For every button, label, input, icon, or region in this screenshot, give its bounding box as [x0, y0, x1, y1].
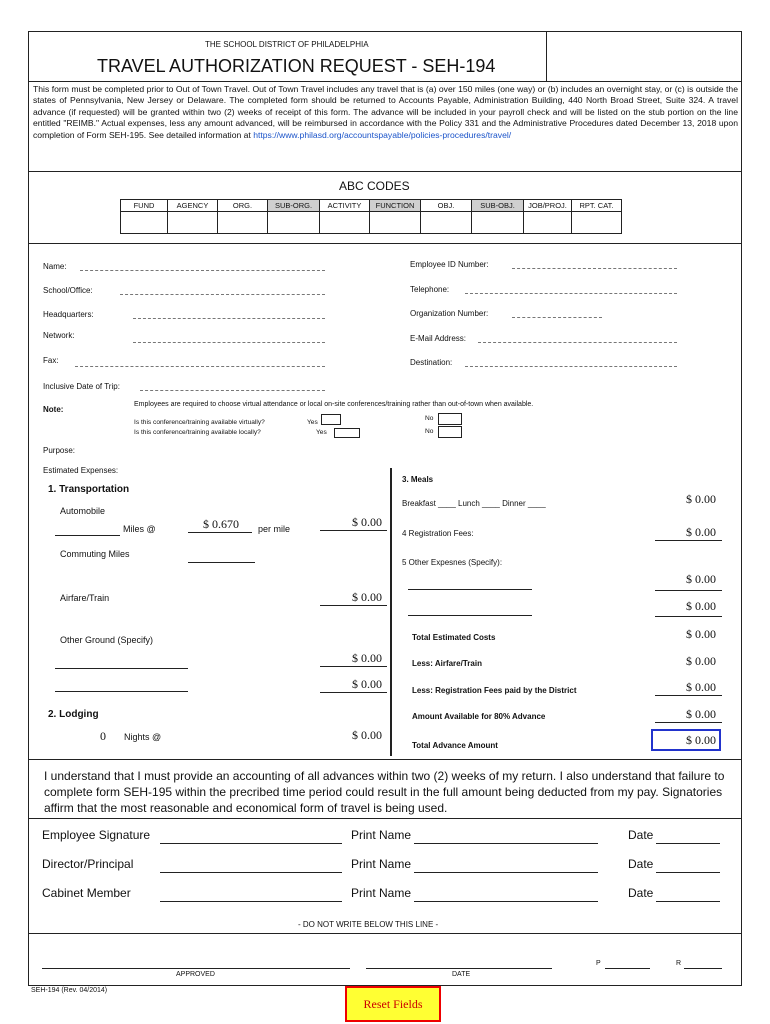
local-yes-label: Yes	[316, 429, 327, 436]
cabinet-signature-label: Cabinet Member	[42, 886, 131, 900]
purpose-label: Purpose:	[43, 446, 76, 455]
org-number-label: Organization Number:	[410, 309, 489, 318]
virtual-no-label: No	[425, 415, 434, 422]
abc-codes-title: ABC CODES	[339, 179, 410, 193]
meals-heading: 3. Meals	[402, 475, 434, 484]
abc-input-fund[interactable]	[121, 212, 168, 234]
signature-top-rule	[28, 818, 742, 819]
abc-col-fund: FUND	[121, 200, 168, 212]
expense-rule	[28, 759, 742, 760]
org-number-field[interactable]	[512, 317, 602, 318]
director-signature-label: Director/Principal	[42, 857, 134, 871]
lodging-amount: $ 0.00	[352, 728, 382, 742]
approved-label: APPROVED	[176, 971, 215, 978]
form-title: TRAVEL AUTHORIZATION REQUEST - SEH-194	[97, 56, 496, 76]
per-mile-label: per mile	[258, 524, 291, 534]
director-signature-field[interactable]	[160, 872, 342, 873]
mileage-rate: $ 0.670	[203, 517, 239, 531]
virtual-yes-checkbox[interactable]	[321, 414, 341, 425]
other-expense-amount-1: $ 0.00	[686, 572, 716, 586]
airfare-label: Airfare/Train	[60, 593, 110, 603]
network-field[interactable]	[133, 342, 325, 343]
automobile-amount-line	[320, 530, 387, 531]
virtual-question: Is this conference/training available virtually?	[134, 419, 265, 426]
other-ground-amount-line-2[interactable]	[320, 692, 387, 693]
local-no-label: No	[425, 428, 434, 435]
airfare-amount-line[interactable]	[320, 605, 387, 606]
local-no-checkbox[interactable]	[438, 426, 462, 438]
school-office-field[interactable]	[120, 294, 325, 295]
abc-input-agency[interactable]	[168, 212, 218, 234]
total-advance-label: Total Advance Amount	[412, 741, 498, 750]
mileage-rate-line	[188, 532, 252, 533]
less-registration-label: Less: Registration Fees paid by the District	[412, 686, 577, 695]
other-ground-amount-line-1[interactable]	[320, 666, 387, 667]
employee-date-label: Date	[628, 828, 654, 842]
network-label: Network:	[43, 331, 75, 340]
cabinet-date-label: Date	[628, 886, 654, 900]
less-registration-line	[655, 695, 722, 696]
name-field[interactable]	[80, 270, 325, 271]
fax-label: Fax:	[43, 356, 59, 365]
name-label: Name:	[43, 262, 67, 271]
p-label: P	[596, 960, 601, 967]
employee-id-label: Employee ID Number:	[410, 260, 489, 269]
commuting-miles-field[interactable]	[188, 562, 255, 563]
transportation-heading: 1. Transportation	[48, 484, 130, 495]
destination-field[interactable]	[465, 366, 677, 367]
total-estimated-label: Total Estimated Costs	[412, 633, 496, 642]
telephone-field[interactable]	[465, 293, 677, 294]
registration-amount: $ 0.00	[686, 525, 716, 539]
office-date-label: DATE	[452, 971, 471, 978]
intro-paragraph	[33, 84, 738, 141]
p-line	[605, 968, 650, 969]
director-print-name-field[interactable]	[414, 872, 598, 873]
office-date-line	[366, 968, 552, 969]
local-yes-checkbox[interactable]	[334, 428, 360, 438]
abc-rule	[28, 243, 742, 244]
other-expense-amount-2: $ 0.00	[686, 599, 716, 613]
header-rule	[28, 81, 742, 82]
travel-policy-link[interactable]: https://www.philasd.org/accountspayable/policies-procedures/travel/	[253, 129, 512, 140]
director-date-label: Date	[628, 857, 654, 871]
other-expense-desc-1[interactable]	[408, 589, 532, 590]
other-ground-amount-1: $ 0.00	[352, 651, 382, 665]
do-not-write-notice: - DO NOT WRITE BELOW THIS LINE -	[298, 920, 439, 929]
less-airfare-amount: $ 0.00	[686, 654, 716, 668]
miles-label: Miles @	[123, 524, 156, 534]
nights-label: Nights @	[124, 732, 162, 742]
local-question: Is this conference/training available locally?	[134, 429, 261, 436]
abc-col-job-proj: JOB/PROJ.	[524, 200, 572, 212]
abc-col-activity: ACTIVITY	[320, 200, 370, 212]
virtual-yes-label: Yes	[307, 419, 318, 426]
less-registration-amount: $ 0.00	[686, 680, 716, 694]
other-ground-desc-2[interactable]	[55, 691, 188, 692]
cabinet-print-name-field[interactable]	[414, 901, 598, 902]
headquarters-label: Headquarters:	[43, 310, 94, 319]
less-airfare-label: Less: Airfare/Train	[412, 659, 482, 668]
acknowledgement-text: I understand that I must provide an accounting of all advances within two (2) weeks of my return. I also understand that failure to complete form SEH-195 within the precribed time period could result in the full amount being deducted from my pay. Signatories affirm that the most reasonable and economical form of travel is being used.	[44, 769, 725, 815]
destination-label: Destination:	[410, 358, 453, 367]
r-label: R	[676, 960, 682, 967]
form-revision: SEH-194 (Rev. 04/2014)	[31, 987, 108, 994]
other-expense-amount-line-2[interactable]	[655, 616, 722, 617]
total-advance-amount: $ 0.00	[686, 733, 716, 747]
airfare-amount: $ 0.00	[352, 590, 382, 604]
abc-col-org: ORG.	[218, 200, 268, 212]
employee-date-field[interactable]	[656, 843, 720, 844]
abc-col-agency: AGENCY	[168, 200, 218, 212]
reset-fields-button[interactable]: Reset Fields	[345, 986, 441, 1022]
cabinet-print-name-label: Print Name	[351, 886, 412, 900]
cabinet-date-field[interactable]	[656, 901, 720, 902]
form-frame	[28, 31, 742, 986]
director-print-name-label: Print Name	[351, 857, 412, 871]
abc-input-org[interactable]	[218, 212, 268, 234]
district-name: THE SCHOOL DISTRICT OF PHILADELPHIA	[205, 40, 369, 49]
employee-print-name-label: Print Name	[351, 828, 412, 842]
email-field[interactable]	[478, 342, 677, 343]
abc-input-activity[interactable]	[320, 212, 370, 234]
miles-field[interactable]	[55, 535, 120, 536]
intro-text: This form must be completed prior to Out of Town Travel. Out of Town Travel includes any travel that is (a) over 150 miles (one way) or (b) includes an overnight stay, or (c) is outside the states of Pennsylvania, New Jersey or Delaware. The completed form should be returned to Accounts Payable, Administration Building, 440 North Broad Street, Suite 324. A travel advance (if requested) will be granted within two (2) weeks of receipt of this form. The advance will be included in your payroll check and will be listed on the stub portion on the line entitled "REIMB." Actual expenses, less any amount advanced, will be reimbursed in accordance with the Policy 331 and the Administrative Procedures dated December 13, 2018 upon completion of Form SEH-195. See detailed information at	[33, 84, 738, 140]
abc-col-sub-obj: SUB-OBJ.	[472, 200, 524, 212]
email-label: E-Mail Address:	[410, 334, 467, 343]
abc-input-sub-obj[interactable]	[472, 212, 524, 234]
abc-input-function[interactable]	[370, 212, 421, 234]
intro-rule	[28, 171, 742, 172]
note-label: Note:	[43, 405, 64, 414]
trip-dates-field[interactable]	[140, 390, 325, 391]
advance-available-amount: $ 0.00	[686, 707, 716, 721]
employee-signature-label: Employee Signature	[42, 828, 151, 842]
header-divider	[546, 31, 547, 81]
director-date-field[interactable]	[656, 872, 720, 873]
other-ground-desc-1[interactable]	[55, 668, 188, 669]
other-ground-label: Other Ground (Specify)	[60, 635, 154, 645]
fax-field[interactable]	[75, 366, 325, 367]
abc-input-sub-org[interactable]	[268, 212, 320, 234]
trip-dates-label: Inclusive Date of Trip:	[43, 382, 120, 391]
other-expenses-label: 5 Other Expesnes (Specify):	[402, 558, 503, 567]
meals-breakdown: Breakfast ____ Lunch ____ Dinner ____	[402, 499, 546, 508]
headquarters-field[interactable]	[133, 318, 325, 319]
school-office-label: School/Office:	[43, 286, 93, 295]
r-line	[684, 968, 722, 969]
total-estimated-amount: $ 0.00	[686, 627, 716, 641]
employee-id-field[interactable]	[512, 268, 677, 269]
expense-column-divider	[390, 468, 392, 756]
abc-input-rpt-cat[interactable]	[572, 212, 622, 234]
abc-col-rpt-cat: RPT. CAT.	[572, 200, 622, 212]
other-expense-desc-2[interactable]	[408, 615, 532, 616]
automobile-amount: $ 0.00	[352, 515, 382, 529]
meals-amount: $ 0.00	[686, 492, 716, 506]
automobile-label: Automobile	[60, 506, 106, 516]
estimated-expenses-label: Estimated Expenses:	[43, 466, 119, 475]
cabinet-signature-field[interactable]	[160, 901, 342, 902]
other-expense-amount-line-1[interactable]	[655, 590, 722, 591]
other-ground-amount-2: $ 0.00	[352, 677, 382, 691]
nights-value[interactable]: 0	[100, 729, 106, 743]
office-use-rule	[28, 933, 742, 934]
registration-amount-line[interactable]	[655, 540, 722, 541]
abc-input-obj[interactable]	[421, 212, 472, 234]
advance-available-line	[655, 722, 722, 723]
abc-col-obj: OBJ.	[421, 200, 472, 212]
registration-label: 4 Registration Fees:	[402, 529, 474, 538]
abc-input-job-proj[interactable]	[524, 212, 572, 234]
telephone-label: Telephone:	[410, 285, 450, 294]
abc-codes-table	[120, 199, 622, 234]
employee-signature-field[interactable]	[160, 843, 342, 844]
abc-col-function: FUNCTION	[370, 200, 421, 212]
approved-line	[42, 968, 350, 969]
note-text: Employees are required to choose virtual attendance or local on-site conferences/training rather than out-of-town when available.	[134, 401, 534, 408]
lodging-heading: 2. Lodging	[48, 709, 99, 720]
virtual-no-checkbox[interactable]	[438, 413, 462, 425]
commuting-miles-label: Commuting Miles	[60, 549, 130, 559]
advance-available-label: Amount Available for 80% Advance	[412, 712, 546, 721]
abc-col-sub-org: SUB-ORG.	[268, 200, 320, 212]
employee-print-name-field[interactable]	[414, 843, 598, 844]
